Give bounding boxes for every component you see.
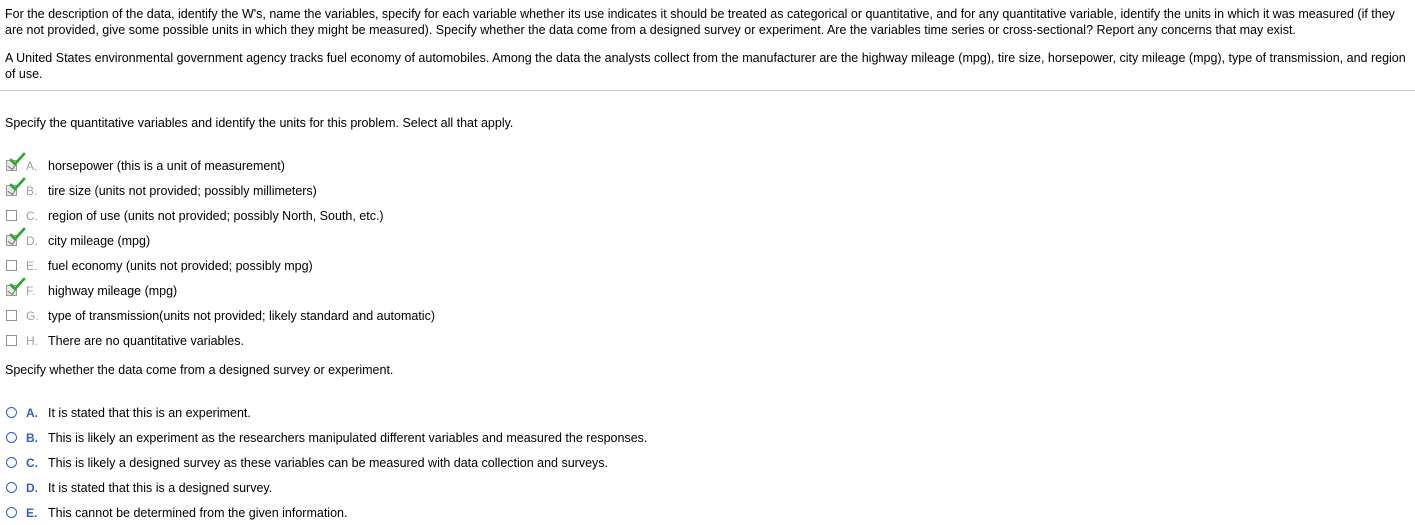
radio-option-a[interactable] (6, 400, 647, 425)
option-text: city mileage (mpg) (48, 233, 151, 248)
option-letter: B. (26, 183, 38, 198)
option-text: This is likely an experiment as the researchers manipulated different variables and measured the responses. (48, 430, 648, 445)
option-letter: D. (26, 480, 38, 495)
option-letter: D. (26, 233, 38, 248)
option-a[interactable] (6, 153, 435, 178)
option-letter: E. (26, 258, 38, 273)
option-text: tire size (units not provided; possibly millimeters) (48, 183, 317, 198)
option-letter: B. (26, 430, 38, 445)
option-g[interactable] (6, 303, 435, 328)
radio-button[interactable] (6, 432, 17, 443)
option-h[interactable] (6, 328, 435, 353)
checkbox[interactable] (6, 310, 17, 321)
quantitative-variables-prompt: Specify the quantitative variables and identify the units for this problem. Select all that apply. (5, 116, 514, 130)
study-design-options-list (6, 400, 647, 525)
checkbox[interactable] (6, 185, 17, 196)
option-text: This cannot be determined from the given information. (48, 505, 348, 520)
quantitative-options-list (6, 153, 435, 353)
option-text: highway mileage (mpg) (48, 283, 178, 298)
radio-button[interactable] (6, 507, 17, 518)
option-letter: E. (26, 505, 38, 520)
checkbox[interactable] (6, 210, 17, 221)
radio-option-d[interactable] (6, 475, 647, 500)
option-text: horsepower (this is a unit of measurement) (48, 158, 285, 173)
checkbox[interactable] (6, 260, 17, 271)
question-header (0, 0, 1415, 91)
option-letter: C. (26, 208, 38, 223)
option-text: region of use (units not provided; possibly North, South, etc.) (48, 208, 384, 223)
option-text: type of transmission(units not provided; likely standard and automatic) (48, 308, 435, 323)
option-letter: G. (26, 308, 39, 323)
scenario-text: A United States environmental government agency tracks fuel economy of automobiles. Among the data the analysts collect from the manufacturer are the highway mileage (mpg), tire size, horsepower, city mileage (mpg), type of transmission, and region of use. (5, 51, 1406, 81)
option-letter: F. (26, 283, 36, 298)
option-text: fuel economy (units not provided; possibly mpg) (48, 258, 313, 273)
instructions-text: For the description of the data, identify the W's, name the variables, specify for each variable whether its use indicates it should be treated as categorical or quantitative, and for any quantitative variable, identify the units in which it was measured (if they are not provided, give some possible units in which they might be measured). Specify whether the data come from a designed survey or experiment. Are the variables time series or cross-sectional? Report any concerns that may exist. (5, 7, 1395, 37)
option-c[interactable] (6, 203, 435, 228)
option-e[interactable] (6, 253, 435, 278)
checkbox[interactable] (6, 235, 17, 246)
study-design-prompt: Specify whether the data come from a designed survey or experiment. (5, 363, 394, 377)
option-text: It is stated that this is an experiment. (48, 405, 251, 420)
radio-button[interactable] (6, 457, 17, 468)
radio-option-c[interactable] (6, 450, 647, 475)
option-text: There are no quantitative variables. (48, 333, 244, 348)
option-b[interactable] (6, 178, 435, 203)
checkbox[interactable] (6, 335, 17, 346)
checkbox[interactable] (6, 160, 17, 171)
radio-button[interactable] (6, 407, 17, 418)
option-letter: C. (26, 455, 38, 470)
radio-button[interactable] (6, 482, 17, 493)
radio-option-b[interactable] (6, 425, 647, 450)
option-letter: A. (26, 158, 38, 173)
option-text: This is likely a designed survey as these variables can be measured with data collection and surveys. (48, 455, 609, 470)
option-f[interactable] (6, 278, 435, 303)
option-letter: H. (26, 333, 38, 348)
option-d[interactable] (6, 228, 435, 253)
option-text: It is stated that this is a designed survey. (48, 480, 273, 495)
checkbox[interactable] (6, 285, 17, 296)
radio-option-e[interactable] (6, 500, 647, 525)
option-letter: A. (26, 405, 38, 420)
